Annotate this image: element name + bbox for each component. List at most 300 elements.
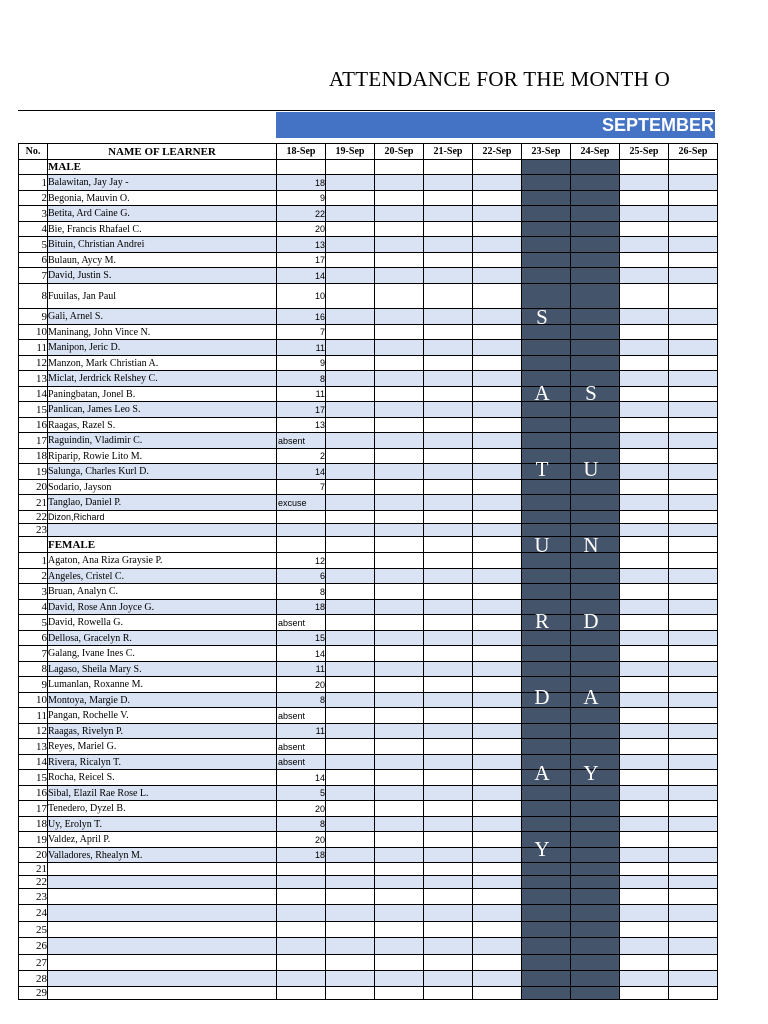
learner-name[interactable]: Salunga, Charles Kurl D. <box>48 464 277 480</box>
attendance-cell[interactable] <box>473 537 522 553</box>
attendance-cell[interactable] <box>669 938 718 955</box>
learner-name[interactable]: Rocha, Reicel S. <box>48 770 277 786</box>
attendance-cell[interactable] <box>424 449 473 464</box>
attendance-cell[interactable] <box>620 755 669 770</box>
attendance-cell[interactable] <box>669 222 718 237</box>
attendance-cell[interactable] <box>424 832 473 848</box>
weekend-cell[interactable] <box>522 876 571 889</box>
attendance-cell[interactable] <box>620 955 669 971</box>
weekend-cell[interactable] <box>571 876 620 889</box>
learner-name[interactable]: Miclat, Jerdrick Relshey C. <box>48 371 277 387</box>
weekend-cell[interactable] <box>571 511 620 524</box>
learner-number[interactable]: 3 <box>19 206 48 222</box>
attendance-cell[interactable] <box>620 325 669 340</box>
learner-number[interactable]: 17 <box>19 801 48 817</box>
attendance-cell[interactable] <box>424 677 473 693</box>
weekend-cell[interactable] <box>571 832 620 848</box>
weekend-cell[interactable] <box>571 284 620 309</box>
weekend-cell[interactable] <box>522 160 571 175</box>
attendance-cell[interactable]: 14 <box>277 646 326 662</box>
learner-number[interactable]: 29 <box>19 987 48 1000</box>
weekend-cell[interactable] <box>522 569 571 584</box>
attendance-cell[interactable] <box>669 325 718 340</box>
attendance-cell[interactable] <box>424 724 473 739</box>
attendance-cell[interactable] <box>620 418 669 433</box>
attendance-cell[interactable] <box>424 495 473 511</box>
attendance-cell[interactable] <box>669 175 718 191</box>
weekend-cell[interactable] <box>571 905 620 922</box>
learner-name[interactable]: Dellosa, Gracelyn R. <box>48 631 277 646</box>
attendance-cell[interactable] <box>375 832 424 848</box>
attendance-cell[interactable] <box>326 284 375 309</box>
learner-number[interactable]: 22 <box>19 876 48 889</box>
attendance-cell[interactable] <box>375 309 424 325</box>
learner-number[interactable]: 14 <box>19 387 48 402</box>
attendance-cell[interactable] <box>669 922 718 938</box>
attendance-cell[interactable] <box>326 889 375 905</box>
learner-name[interactable] <box>48 922 277 938</box>
learner-name[interactable] <box>48 905 277 922</box>
learner-name[interactable]: Agaton, Ana Riza Graysie P. <box>48 553 277 569</box>
attendance-cell[interactable] <box>277 971 326 987</box>
attendance-cell[interactable] <box>277 524 326 537</box>
attendance-cell[interactable] <box>375 905 424 922</box>
attendance-cell[interactable] <box>375 253 424 268</box>
attendance-cell[interactable] <box>620 693 669 708</box>
attendance-cell[interactable] <box>424 876 473 889</box>
attendance-cell[interactable] <box>473 693 522 708</box>
attendance-cell[interactable] <box>620 480 669 495</box>
attendance-cell[interactable] <box>424 971 473 987</box>
weekend-cell[interactable] <box>571 569 620 584</box>
attendance-cell[interactable] <box>669 646 718 662</box>
attendance-cell[interactable] <box>375 402 424 418</box>
weekend-cell[interactable] <box>522 206 571 222</box>
learner-name[interactable]: Panlican, James Leo S. <box>48 402 277 418</box>
attendance-cell[interactable] <box>375 876 424 889</box>
attendance-cell[interactable] <box>424 739 473 755</box>
weekend-cell[interactable] <box>571 340 620 356</box>
attendance-cell[interactable]: 2 <box>277 449 326 464</box>
learner-number[interactable]: 3 <box>19 584 48 600</box>
learner-number[interactable]: 27 <box>19 955 48 971</box>
attendance-cell[interactable] <box>424 662 473 677</box>
attendance-cell[interactable]: 10 <box>277 284 326 309</box>
learner-number[interactable]: 22 <box>19 511 48 524</box>
attendance-cell[interactable]: 8 <box>277 817 326 832</box>
attendance-cell[interactable]: 14 <box>277 268 326 284</box>
attendance-cell[interactable] <box>375 987 424 1000</box>
attendance-cell[interactable] <box>424 987 473 1000</box>
weekend-cell[interactable] <box>571 786 620 801</box>
attendance-cell[interactable] <box>424 693 473 708</box>
attendance-cell[interactable]: 18 <box>277 175 326 191</box>
attendance-cell[interactable] <box>424 708 473 724</box>
attendance-cell[interactable] <box>326 511 375 524</box>
learner-name[interactable]: Maninang, John Vince N. <box>48 325 277 340</box>
learner-name[interactable]: Raagas, Razel S. <box>48 418 277 433</box>
attendance-cell[interactable] <box>669 770 718 786</box>
attendance-cell[interactable] <box>620 222 669 237</box>
weekend-cell[interactable] <box>522 191 571 206</box>
weekend-cell[interactable] <box>522 222 571 237</box>
attendance-cell[interactable] <box>620 848 669 863</box>
attendance-cell[interactable] <box>375 464 424 480</box>
attendance-cell[interactable] <box>326 770 375 786</box>
attendance-cell[interactable] <box>473 418 522 433</box>
attendance-cell[interactable] <box>424 480 473 495</box>
learner-number[interactable]: 6 <box>19 631 48 646</box>
attendance-cell[interactable] <box>375 268 424 284</box>
weekend-cell[interactable] <box>522 863 571 876</box>
learner-name[interactable] <box>48 971 277 987</box>
attendance-cell[interactable] <box>669 480 718 495</box>
attendance-cell[interactable] <box>375 863 424 876</box>
attendance-cell[interactable] <box>473 677 522 693</box>
learner-number[interactable]: 1 <box>19 175 48 191</box>
attendance-cell[interactable] <box>620 786 669 801</box>
attendance-cell[interactable] <box>473 511 522 524</box>
attendance-cell[interactable] <box>620 971 669 987</box>
attendance-cell[interactable]: 6 <box>277 569 326 584</box>
date-header[interactable]: 19-Sep <box>326 144 375 160</box>
attendance-cell[interactable]: 17 <box>277 253 326 268</box>
attendance-cell[interactable]: 20 <box>277 801 326 817</box>
attendance-cell[interactable] <box>424 537 473 553</box>
attendance-cell[interactable] <box>669 418 718 433</box>
attendance-cell[interactable] <box>326 464 375 480</box>
learner-number[interactable]: 8 <box>19 662 48 677</box>
attendance-cell[interactable] <box>424 418 473 433</box>
attendance-cell[interactable] <box>375 524 424 537</box>
attendance-cell[interactable] <box>620 284 669 309</box>
attendance-cell[interactable] <box>620 464 669 480</box>
attendance-cell[interactable] <box>620 402 669 418</box>
weekend-cell[interactable] <box>571 191 620 206</box>
attendance-cell[interactable]: 14 <box>277 770 326 786</box>
attendance-cell[interactable] <box>424 268 473 284</box>
attendance-cell[interactable] <box>375 206 424 222</box>
date-header[interactable]: 23-Sep <box>522 144 571 160</box>
attendance-cell[interactable] <box>375 569 424 584</box>
learner-number[interactable]: 15 <box>19 770 48 786</box>
attendance-cell[interactable] <box>424 569 473 584</box>
attendance-cell[interactable] <box>669 537 718 553</box>
learner-number[interactable]: 20 <box>19 848 48 863</box>
attendance-cell[interactable] <box>326 371 375 387</box>
attendance-cell[interactable] <box>326 922 375 938</box>
attendance-cell[interactable] <box>424 371 473 387</box>
attendance-cell[interactable] <box>277 905 326 922</box>
attendance-cell[interactable] <box>326 480 375 495</box>
attendance-cell[interactable] <box>473 987 522 1000</box>
attendance-cell[interactable]: 11 <box>277 724 326 739</box>
attendance-cell[interactable] <box>424 524 473 537</box>
learner-name[interactable]: Tenedero, Dyzel B. <box>48 801 277 817</box>
attendance-cell[interactable] <box>326 433 375 449</box>
weekend-cell[interactable] <box>522 801 571 817</box>
attendance-cell[interactable] <box>277 987 326 1000</box>
learner-name[interactable]: Rivera, Ricalyn T. <box>48 755 277 770</box>
attendance-cell[interactable] <box>620 724 669 739</box>
attendance-cell[interactable] <box>277 511 326 524</box>
learner-name[interactable]: Betita, Ard Caine G. <box>48 206 277 222</box>
learner-number[interactable]: 12 <box>19 356 48 371</box>
weekend-cell[interactable] <box>571 495 620 511</box>
attendance-cell[interactable] <box>473 631 522 646</box>
learner-number[interactable]: 19 <box>19 832 48 848</box>
learner-name[interactable]: Pangan, Rochelle V. <box>48 708 277 724</box>
attendance-cell[interactable] <box>375 938 424 955</box>
attendance-cell[interactable] <box>669 631 718 646</box>
weekend-cell[interactable] <box>522 584 571 600</box>
learner-name[interactable]: Lagaso, Sheila Mary S. <box>48 662 277 677</box>
learner-number[interactable]: 21 <box>19 863 48 876</box>
attendance-cell[interactable] <box>326 693 375 708</box>
learner-name[interactable] <box>48 955 277 971</box>
attendance-cell[interactable] <box>424 309 473 325</box>
attendance-cell[interactable] <box>326 237 375 253</box>
date-header[interactable]: 26-Sep <box>669 144 718 160</box>
attendance-cell[interactable] <box>620 905 669 922</box>
weekend-cell[interactable] <box>571 662 620 677</box>
attendance-cell[interactable] <box>669 817 718 832</box>
weekend-cell[interactable] <box>522 889 571 905</box>
attendance-cell[interactable] <box>669 876 718 889</box>
attendance-cell[interactable] <box>375 511 424 524</box>
attendance-cell[interactable] <box>473 495 522 511</box>
attendance-cell[interactable] <box>424 553 473 569</box>
attendance-cell[interactable] <box>375 770 424 786</box>
learner-number[interactable]: 19 <box>19 464 48 480</box>
attendance-cell[interactable] <box>620 511 669 524</box>
attendance-cell[interactable] <box>473 175 522 191</box>
weekend-cell[interactable] <box>522 987 571 1000</box>
attendance-cell[interactable] <box>375 284 424 309</box>
learner-number[interactable]: 2 <box>19 191 48 206</box>
learner-number[interactable]: 17 <box>19 433 48 449</box>
attendance-cell[interactable] <box>473 387 522 402</box>
learner-name[interactable]: Sodario, Jayson <box>48 480 277 495</box>
attendance-cell[interactable] <box>473 160 522 175</box>
attendance-cell[interactable] <box>620 876 669 889</box>
attendance-cell[interactable] <box>375 801 424 817</box>
learner-number[interactable]: 1 <box>19 553 48 569</box>
attendance-cell[interactable] <box>375 889 424 905</box>
attendance-cell[interactable] <box>473 464 522 480</box>
weekend-cell[interactable] <box>571 584 620 600</box>
no-cell[interactable] <box>19 537 48 553</box>
weekend-cell[interactable] <box>571 175 620 191</box>
attendance-cell[interactable] <box>620 631 669 646</box>
learner-name[interactable]: Reyes, Mariel G. <box>48 739 277 755</box>
weekend-cell[interactable] <box>522 495 571 511</box>
attendance-cell[interactable] <box>424 646 473 662</box>
weekend-cell[interactable] <box>571 955 620 971</box>
attendance-cell[interactable] <box>473 905 522 922</box>
attendance-cell[interactable] <box>424 848 473 863</box>
attendance-cell[interactable] <box>669 755 718 770</box>
attendance-cell[interactable] <box>669 553 718 569</box>
attendance-cell[interactable] <box>424 615 473 631</box>
attendance-cell[interactable] <box>326 677 375 693</box>
attendance-cell[interactable]: excuse <box>277 495 326 511</box>
attendance-cell[interactable] <box>620 922 669 938</box>
learner-number[interactable]: 13 <box>19 739 48 755</box>
attendance-cell[interactable] <box>669 905 718 922</box>
weekend-cell[interactable] <box>571 309 620 325</box>
attendance-cell[interactable] <box>375 449 424 464</box>
attendance-cell[interactable] <box>277 955 326 971</box>
learner-number[interactable]: 9 <box>19 677 48 693</box>
attendance-cell[interactable] <box>375 480 424 495</box>
attendance-cell[interactable] <box>424 817 473 832</box>
attendance-cell[interactable] <box>277 889 326 905</box>
attendance-cell[interactable] <box>375 646 424 662</box>
attendance-cell[interactable] <box>620 524 669 537</box>
attendance-cell[interactable] <box>620 938 669 955</box>
attendance-cell[interactable] <box>375 600 424 615</box>
attendance-cell[interactable] <box>473 480 522 495</box>
attendance-cell[interactable]: 17 <box>277 402 326 418</box>
learner-number[interactable]: 11 <box>19 340 48 356</box>
date-header[interactable]: 20-Sep <box>375 144 424 160</box>
attendance-cell[interactable] <box>473 615 522 631</box>
attendance-cell[interactable] <box>473 863 522 876</box>
attendance-cell[interactable] <box>326 724 375 739</box>
attendance-cell[interactable] <box>326 848 375 863</box>
learner-name[interactable]: Manipon, Jeric D. <box>48 340 277 356</box>
weekend-cell[interactable] <box>571 222 620 237</box>
attendance-cell[interactable] <box>473 569 522 584</box>
attendance-cell[interactable] <box>375 786 424 801</box>
attendance-cell[interactable] <box>326 309 375 325</box>
weekend-cell[interactable] <box>522 253 571 268</box>
attendance-cell[interactable] <box>326 662 375 677</box>
attendance-cell[interactable] <box>326 495 375 511</box>
attendance-cell[interactable] <box>620 662 669 677</box>
learner-number[interactable]: 23 <box>19 524 48 537</box>
learner-number[interactable]: 4 <box>19 600 48 615</box>
attendance-cell[interactable] <box>620 356 669 371</box>
attendance-cell[interactable] <box>326 553 375 569</box>
attendance-cell[interactable] <box>669 863 718 876</box>
attendance-cell[interactable] <box>326 449 375 464</box>
attendance-cell[interactable] <box>473 340 522 356</box>
attendance-cell[interactable] <box>326 971 375 987</box>
attendance-cell[interactable] <box>424 464 473 480</box>
attendance-cell[interactable] <box>473 584 522 600</box>
weekend-cell[interactable] <box>522 268 571 284</box>
attendance-cell[interactable] <box>424 325 473 340</box>
weekend-cell[interactable] <box>571 848 620 863</box>
weekend-cell[interactable] <box>571 922 620 938</box>
learner-name[interactable]: Montoya, Margie D. <box>48 693 277 708</box>
learner-number[interactable]: 20 <box>19 480 48 495</box>
attendance-cell[interactable] <box>375 537 424 553</box>
attendance-cell[interactable]: 22 <box>277 206 326 222</box>
attendance-cell[interactable] <box>473 786 522 801</box>
attendance-cell[interactable] <box>669 955 718 971</box>
weekend-cell[interactable] <box>522 922 571 938</box>
attendance-cell[interactable] <box>669 724 718 739</box>
attendance-cell[interactable] <box>473 817 522 832</box>
attendance-cell[interactable]: 16 <box>277 309 326 325</box>
attendance-cell[interactable] <box>375 433 424 449</box>
attendance-cell[interactable] <box>375 677 424 693</box>
attendance-cell[interactable]: 7 <box>277 480 326 495</box>
attendance-cell[interactable] <box>424 863 473 876</box>
attendance-cell[interactable] <box>326 206 375 222</box>
learner-name[interactable]: Bituin, Christian Andrei <box>48 237 277 253</box>
attendance-cell[interactable]: absent <box>277 739 326 755</box>
attendance-cell[interactable] <box>620 160 669 175</box>
attendance-cell[interactable] <box>375 922 424 938</box>
learner-name[interactable]: Tanglao, Daniel P. <box>48 495 277 511</box>
attendance-cell[interactable] <box>473 662 522 677</box>
attendance-cell[interactable] <box>424 755 473 770</box>
learner-number[interactable]: 13 <box>19 371 48 387</box>
attendance-cell[interactable] <box>620 268 669 284</box>
attendance-cell[interactable] <box>375 724 424 739</box>
attendance-cell[interactable] <box>669 206 718 222</box>
attendance-cell[interactable]: 5 <box>277 786 326 801</box>
learner-number[interactable]: 15 <box>19 402 48 418</box>
attendance-cell[interactable] <box>424 222 473 237</box>
attendance-cell[interactable] <box>473 724 522 739</box>
date-header[interactable]: 22-Sep <box>473 144 522 160</box>
attendance-cell[interactable] <box>473 356 522 371</box>
learner-number[interactable]: 12 <box>19 724 48 739</box>
date-header[interactable]: 18-Sep <box>277 144 326 160</box>
attendance-cell[interactable] <box>473 646 522 662</box>
learner-name[interactable]: David, Justin S. <box>48 268 277 284</box>
attendance-cell[interactable] <box>473 402 522 418</box>
attendance-cell[interactable] <box>424 584 473 600</box>
attendance-cell[interactable] <box>326 955 375 971</box>
attendance-cell[interactable] <box>326 739 375 755</box>
learner-name[interactable] <box>48 524 277 537</box>
attendance-cell[interactable] <box>620 739 669 755</box>
attendance-cell[interactable] <box>620 340 669 356</box>
learner-number[interactable]: 8 <box>19 284 48 309</box>
attendance-cell[interactable] <box>620 646 669 662</box>
attendance-cell[interactable] <box>669 615 718 631</box>
learner-name[interactable]: Balawitan, Jay Jay - <box>48 175 277 191</box>
attendance-cell[interactable] <box>375 955 424 971</box>
learner-number[interactable]: 10 <box>19 325 48 340</box>
attendance-cell[interactable] <box>326 340 375 356</box>
attendance-cell[interactable]: 18 <box>277 848 326 863</box>
attendance-cell[interactable] <box>424 253 473 268</box>
section-label[interactable]: FEMALE <box>48 537 277 553</box>
learner-name[interactable]: Fuuilas, Jan Paul <box>48 284 277 309</box>
attendance-cell[interactable] <box>473 325 522 340</box>
learner-name[interactable]: Manzon, Mark Christian A. <box>48 356 277 371</box>
attendance-cell[interactable]: 11 <box>277 340 326 356</box>
attendance-cell[interactable] <box>620 537 669 553</box>
attendance-cell[interactable] <box>620 433 669 449</box>
learner-number[interactable]: 7 <box>19 646 48 662</box>
attendance-cell[interactable] <box>375 495 424 511</box>
attendance-cell[interactable] <box>375 222 424 237</box>
weekend-cell[interactable] <box>571 268 620 284</box>
attendance-cell[interactable] <box>620 770 669 786</box>
attendance-cell[interactable] <box>669 524 718 537</box>
attendance-cell[interactable] <box>326 584 375 600</box>
attendance-cell[interactable] <box>375 693 424 708</box>
attendance-cell[interactable] <box>620 584 669 600</box>
